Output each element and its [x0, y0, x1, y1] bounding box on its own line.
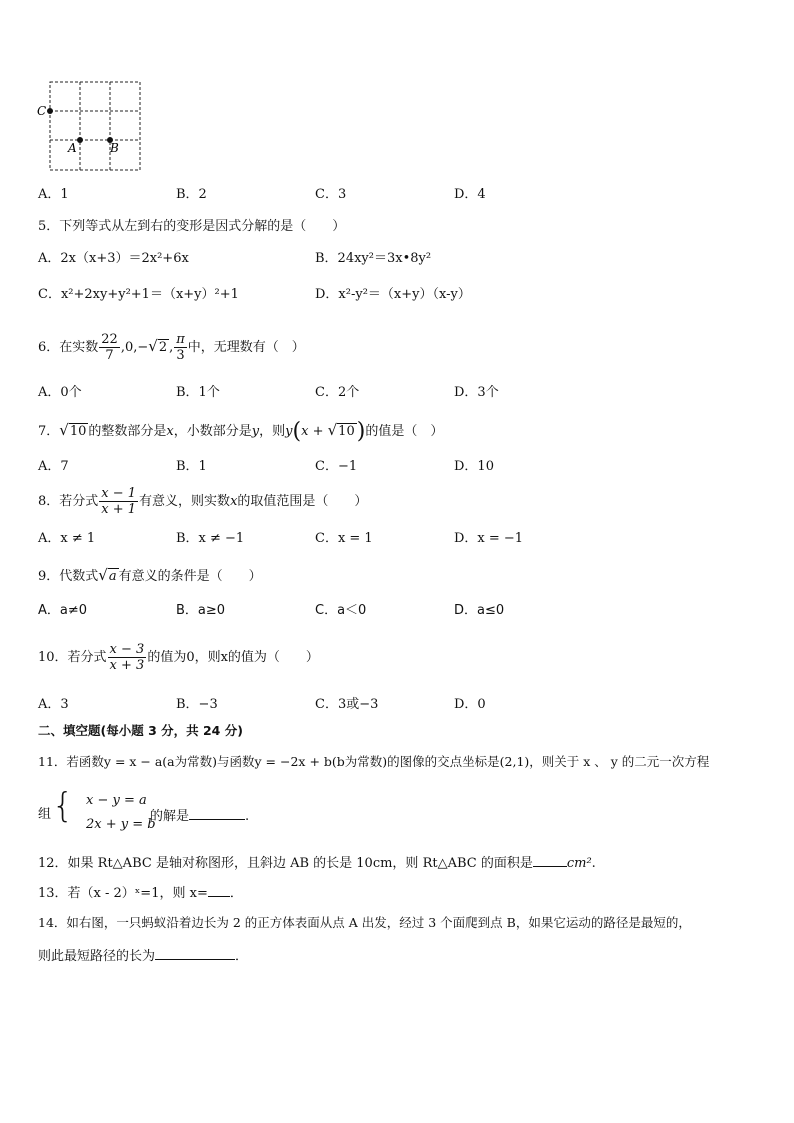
- q11-suffix: 的解是: [150, 809, 190, 824]
- q10-prefix: 10．若分式: [38, 650, 107, 665]
- q10-fraction: [108, 642, 147, 673]
- left-brace-icon: {: [52, 786, 74, 826]
- q6-frac2-num: π: [176, 332, 185, 347]
- q6-option-a[interactable]: A．0个: [38, 385, 82, 400]
- q7-expr-x: x: [301, 424, 309, 439]
- q10-frac-den: x + 3: [109, 658, 145, 673]
- q14-line1: 14．如右图，一只蚂蚁沿着边长为 2 的正方体表面从点 A 出发，经过 3 个面爬到点 B，如果它运动的路径是最短的，: [38, 915, 691, 930]
- q6-frac2-den: 3: [176, 348, 185, 363]
- q11-group: 组: [38, 807, 52, 822]
- q6-option-d[interactable]: D．3个: [454, 385, 499, 400]
- q8-option-d[interactable]: D．x = −1: [454, 531, 524, 546]
- q9-option-a[interactable]: A．a≠0: [38, 603, 88, 618]
- q4-option-d[interactable]: D．4: [454, 187, 486, 202]
- sqrt-icon: √: [148, 337, 158, 355]
- q7-option-a[interactable]: A．7: [38, 459, 69, 474]
- q6-fraction-pi-3: [174, 332, 187, 363]
- sqrt-icon: √: [59, 421, 69, 439]
- q10-frac-num: x − 3: [109, 642, 145, 657]
- q4-option-b[interactable]: B．2: [176, 187, 207, 202]
- q5-option-c[interactable]: C．x²+2xy+y²+1＝（x+y）²+1: [38, 287, 239, 302]
- section-title: 二、填空题(每小题 3 分，共 24 分): [38, 723, 243, 738]
- grid-figure: [34, 76, 146, 176]
- q8-option-c[interactable]: C．x = 1: [315, 531, 373, 546]
- right-paren-icon: ): [356, 419, 366, 444]
- q8-mid: 有意义，则实数: [139, 494, 231, 509]
- q7-stem: [38, 418, 443, 444]
- q10-stem: [38, 638, 319, 678]
- q9-option-d[interactable]: D．a≤0: [454, 603, 505, 618]
- q7-text2: ，小数部分是: [173, 424, 252, 439]
- q13-answer-blank[interactable]: [208, 883, 230, 897]
- q8-prefix: 8．若分式: [38, 494, 99, 509]
- q14-answer-blank[interactable]: [155, 946, 235, 960]
- q7-text3: ，则: [259, 424, 286, 439]
- q12-line: [38, 853, 596, 873]
- q5-option-a[interactable]: A．2x（x+3）＝2x²+6x: [38, 251, 189, 266]
- q7-text1: 的整数部分是: [88, 424, 167, 439]
- q8-var: x: [230, 494, 238, 509]
- q12-unit: cm²: [566, 856, 592, 871]
- q7-option-c[interactable]: C．−1: [315, 459, 358, 474]
- q13-text: 13．若（x - 2）ˣ=1，则 x=: [38, 886, 208, 901]
- label-c: C: [37, 104, 47, 118]
- label-a: A: [68, 141, 77, 155]
- sqrt-icon: √: [327, 421, 338, 439]
- label-b: B: [110, 141, 119, 155]
- q14-end: ．: [235, 949, 249, 964]
- q9-sqrt-arg: a: [108, 569, 117, 584]
- sqrt-icon: √: [98, 566, 108, 584]
- q10-suffix: 的值为0，则x的值为（ ）: [147, 650, 319, 665]
- q7-text4: 的值是（ ）: [365, 424, 444, 439]
- point-a: [77, 137, 83, 143]
- q7-expr-plus: +: [308, 424, 328, 439]
- q10-option-a[interactable]: A．3: [38, 697, 69, 712]
- q4-option-a[interactable]: A．1: [38, 187, 69, 202]
- q10-option-b[interactable]: B．−3: [176, 697, 218, 712]
- q11-line1: 11．若函数y = x − a(a为常数)与函数y = −2x + b(b为常数)的图像的交点坐标是(2,1)，则关于 x 、 y 的二元一次方程: [38, 754, 710, 769]
- q6-option-b[interactable]: B．1个: [176, 385, 220, 400]
- q9-option-c[interactable]: C．a＜0: [315, 603, 367, 618]
- q11-answer-line: [150, 806, 249, 826]
- q6-fraction-22-7: [99, 332, 120, 363]
- q6-frac1-num: 22: [101, 332, 118, 347]
- q7-option-d[interactable]: D．10: [454, 459, 494, 474]
- left-paren-icon: (: [292, 419, 302, 444]
- q7-expr-sqrt: 10: [338, 424, 355, 439]
- q6-frac1-den: 7: [105, 348, 114, 363]
- q8-option-a[interactable]: A．x ≠ 1: [38, 531, 96, 546]
- q14-line2: [38, 946, 248, 966]
- q7-num: 7．: [38, 424, 60, 439]
- q12-text: 12．如果 Rt△ABC 是轴对称图形，且斜边 AB 的长是 10cm，则 Rt△ABC 的面积是: [38, 856, 533, 871]
- q8-frac-num: x − 1: [101, 486, 137, 501]
- q8-stem: [38, 482, 367, 522]
- q9-prefix: 9．代数式: [38, 569, 99, 584]
- q6-sep: ,: [169, 340, 174, 355]
- q6-stem: [38, 326, 305, 368]
- q5-stem: 5．下列等式从左到右的变形是因式分解的是（ ）: [38, 219, 346, 234]
- q13-end: ．: [229, 886, 243, 901]
- q10-option-c[interactable]: C．3或−3: [315, 697, 379, 712]
- point-c: [47, 108, 53, 114]
- q6-sqrt-arg: 2: [158, 340, 168, 355]
- q11-end: .: [245, 809, 250, 824]
- q9-option-b[interactable]: B．a≥0: [176, 603, 226, 618]
- q7-sqrt-arg: 10: [69, 424, 87, 439]
- q6-prefix: 6．在实数: [38, 340, 99, 355]
- q9-stem: [38, 564, 262, 588]
- q7-var-y: y: [251, 424, 260, 439]
- q4-option-c[interactable]: C．3: [315, 187, 347, 202]
- q11-answer-blank[interactable]: [189, 806, 245, 820]
- q7-expr-y: y: [285, 424, 293, 439]
- q13-line: [38, 883, 243, 903]
- q8-fraction: [99, 486, 138, 517]
- q12-end: .: [591, 856, 596, 871]
- q10-option-d[interactable]: D．0: [454, 697, 486, 712]
- q7-option-b[interactable]: B．1: [176, 459, 207, 474]
- q7-var-x: x: [166, 424, 174, 439]
- q11-eq2: 2x + y = b: [86, 817, 156, 832]
- q6-middle: ,0,−: [120, 340, 149, 355]
- q14-line2-text: 则此最短路径的长为: [38, 949, 156, 964]
- q11-eq1: x − y = a: [86, 793, 147, 808]
- q8-option-b[interactable]: B．x ≠ −1: [176, 531, 245, 546]
- q6-option-c[interactable]: C．2个: [315, 385, 360, 400]
- q8-frac-den: x + 1: [101, 502, 137, 517]
- q9-suffix: 有意义的条件是（ ）: [118, 569, 262, 584]
- q6-suffix: 中，无理数有（ ）: [187, 340, 305, 355]
- q5-option-b[interactable]: B．24xy²＝3x•8y²: [315, 251, 432, 266]
- q5-option-d[interactable]: D．x²-y²＝（x+y）（x-y）: [315, 287, 471, 302]
- q12-answer-blank[interactable]: [533, 853, 567, 867]
- q8-suffix: 的取值范围是（ ）: [237, 494, 368, 509]
